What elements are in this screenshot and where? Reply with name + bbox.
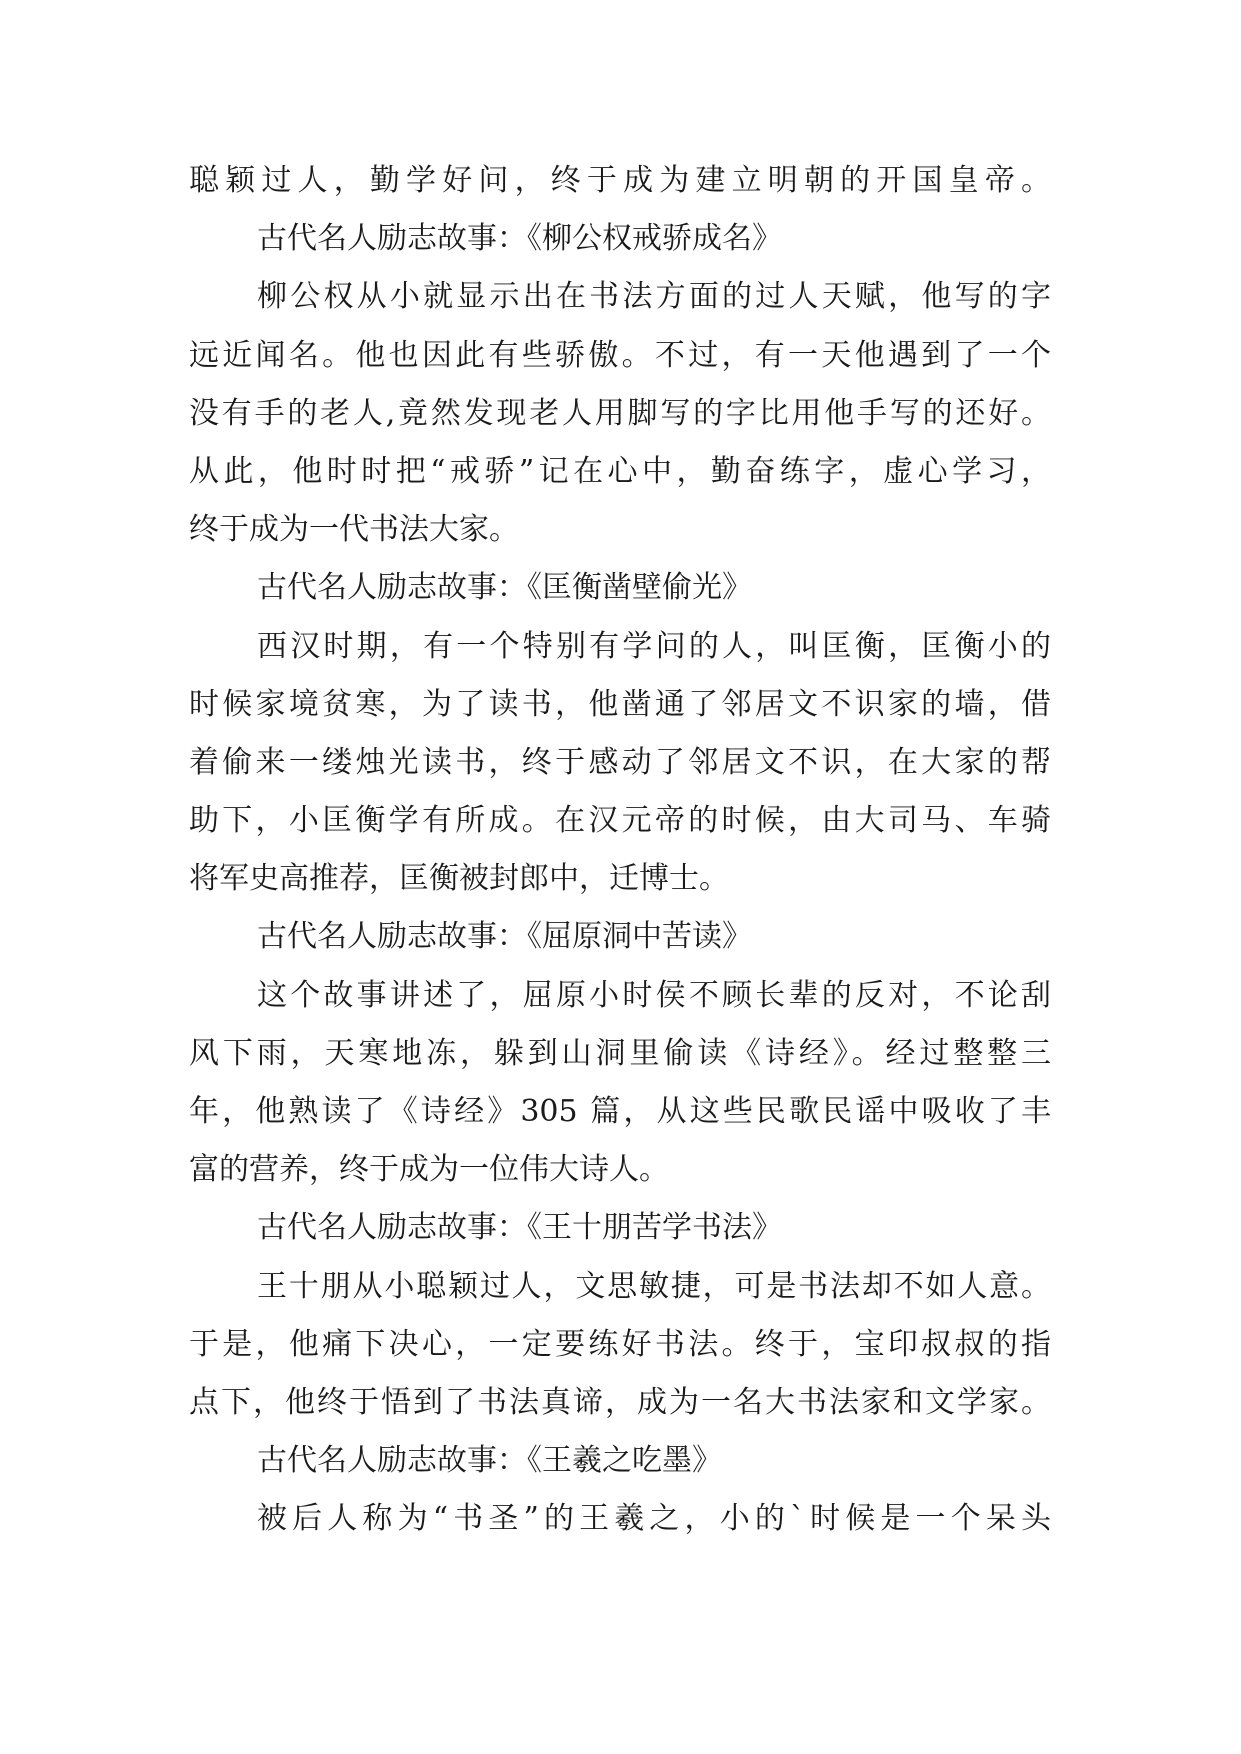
story-heading: 古代名人励志故事：《屈原洞中苦读》 — [257, 919, 752, 955]
text-line: 没有手的老人,竟然发现老人用脚写的字比用他手写的还好。 — [189, 395, 1051, 431]
text-line: 这个故事讲述了，屈原小时侯不顾长辈的反对，不论刮 — [257, 977, 1051, 1013]
text-line: 被后人称为“书圣”的王羲之，小的`时候是一个呆头 — [257, 1501, 1051, 1537]
document-body — [189, 152, 1051, 1549]
text-line: 助下，小匡衡学有所成。在汉元帝的时候，由大司马、车骑 — [189, 803, 1051, 839]
text-line: 时候家境贫寒，为了读书，他凿通了邻居文不识家的墙，借 — [189, 686, 1051, 722]
text-line: 年，他熟读了《诗经》305 篇，从这些民歌民谣中吸收了丰 — [189, 1094, 1051, 1129]
story-heading: 古代名人励志故事：《王羲之吃墨》 — [257, 1443, 722, 1479]
text-line: 从此，他时时把“戒骄”记在心中，勤奋练字，虚心学习， — [189, 453, 1051, 489]
text-line: 于是，他痛下决心，一定要练好书法。终于，宝印叔叔的指 — [189, 1326, 1051, 1362]
text-line: 风下雨，天寒地冻，躲到山洞里偷读《诗经》。经过整整三 — [189, 1035, 1051, 1071]
story-heading: 古代名人励志故事：《匡衡凿壁偷光》 — [257, 570, 752, 606]
text-line: 西汉时期，有一个特别有学问的人，叫匡衡，匡衡小的 — [257, 628, 1051, 664]
text-line: 着偷来一缕烛光读书，终于感动了邻居文不识，在大家的帮 — [189, 744, 1051, 780]
text-line: 聪颖过人，勤学好问，终于成为建立明朝的开国皇帝。 — [189, 163, 1051, 198]
text-line: 终于成为一代书法大家。 — [189, 512, 519, 548]
text-line: 王十朋从小聪颖过人，文思敏捷，可是书法却不如人意。 — [257, 1268, 1051, 1304]
text-line: 远近闻名。他也因此有些骄傲。不过，有一天他遇到了一个 — [189, 337, 1051, 373]
story-heading: 古代名人励志故事：《柳公权戒骄成名》 — [257, 221, 782, 257]
story-heading: 古代名人励志故事：《王十朋苦学书法》 — [257, 1210, 782, 1246]
text-line: 柳公权从小就显示出在书法方面的过人天赋，他写的字 — [257, 279, 1051, 315]
text-line: 富的营养，终于成为一位伟大诗人。 — [189, 1152, 669, 1188]
text-line: 点下，他终于悟到了书法真谛，成为一名大书法家和文学家。 — [189, 1384, 1051, 1420]
text-line: 将军史高推荐，匡衡被封郎中，迁博士。 — [189, 861, 729, 897]
